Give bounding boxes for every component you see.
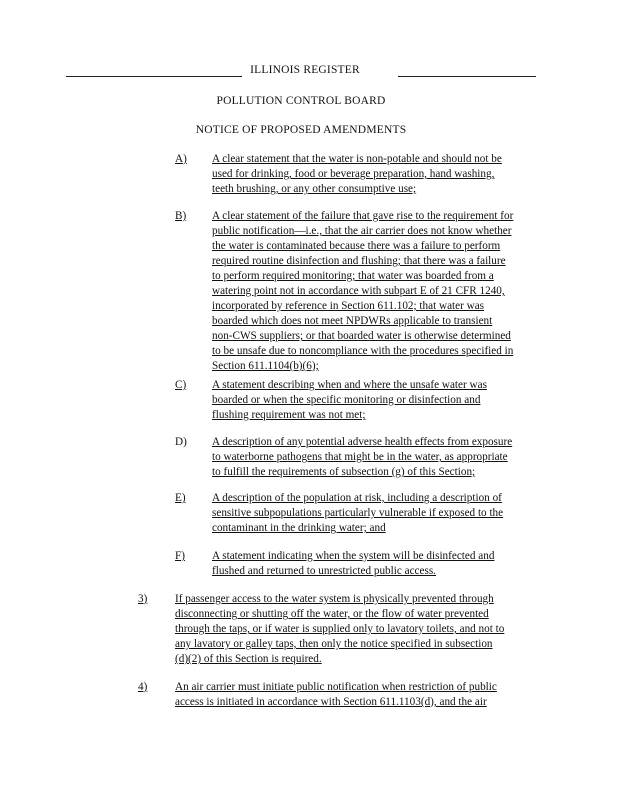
text-line: the water is contaminated because there was a failure to perform [212,240,501,252]
text-line: flushed and returned to unrestricted public access. [212,565,436,577]
text-line: incorporated by reference in Section 611.102; that water was [212,300,485,312]
text-line: A clear statement of the failure that gave rise to the requirement for [212,210,514,222]
subsection-text [212,491,503,536]
text-line: used for drinking, food or beverage preparation, hand washing, [212,168,495,180]
text-line: disconnecting or shutting off the water, or the flow of water prevented [175,608,489,620]
subsection-label: D) [175,436,187,448]
subsection-label: F) [175,550,185,562]
text-line: sensitive subpopulations particularly vulnerable if exposed to the [212,507,504,519]
text-line: (d)(2) of this Section is required. [175,653,322,665]
text-line: A description of the population at risk, including a description of [212,492,502,504]
subsection-label: A) [175,153,187,165]
notice-title: NOTICE OF PROPOSED AMENDMENTS [195,124,407,136]
text-line: An air carrier must initiate public notification when restriction of public [175,681,497,693]
text-line: to be unsafe due to noncompliance with the procedures specified in [212,345,514,357]
board-title: POLLUTION CONTROL BOARD [216,95,386,107]
subsection-label: 4) [138,681,148,693]
text-line: A description of any potential adverse health effects from exposure [212,436,513,448]
text-line: any lavatory or galley taps, then only the notice specified in subsection [175,638,493,650]
subsection-label: E) [175,492,186,504]
text-line: non-CWS suppliers; or that boarded water is otherwise determined [212,330,511,342]
text-line: Section 611.1104(b)(6); [212,360,319,372]
text-line: to waterborne pathogens that might be in the water, as appropriate [212,451,508,463]
text-line: A statement indicating when the system will be disinfected and [212,550,495,562]
text-line: public notification—i.e., that the air carrier does not know whether [212,225,512,237]
subsection-text [212,549,494,579]
text-line: to perform required monitoring; that water was boarded from a [212,270,494,282]
header-rule-left [66,76,242,77]
text-line: boarded which does not meet NPDWRs applicable to transient [212,315,493,327]
text-line: contaminant in the drinking water; and [212,522,386,534]
subsection-text [212,152,502,197]
text-line: flushing requirement was not met; [212,409,366,421]
text-line: required routine disinfection and flushing; that there was a failure [212,255,506,267]
text-line: If passenger access to the water system is physically prevented through [175,593,494,605]
text-line: to fulfill the requirements of subsection (g) of this Section; [212,466,476,478]
subsection-label: 3) [138,593,148,605]
register-title: ILLINOIS REGISTER [250,64,360,76]
text-line: watering point not in accordance with subpart E of 21 CFR 1240, [212,285,505,297]
text-line: A clear statement that the water is non-potable and should not be [212,153,502,165]
header-rule-right [398,76,536,77]
subsection-text [212,209,513,374]
text-line: teeth brushing, or any other consumptive use; [212,183,417,195]
subsection-label: C) [175,379,187,391]
text-line: through the taps, or if water is supplied only to lavatory toilets, and not to [175,623,505,635]
subsection-text [175,680,497,710]
text-line: A statement describing when and where the unsafe water was [212,379,487,391]
text-line: access is initiated in accordance with Section 611.1103(d), and the air [175,696,487,708]
subsection-text [212,378,487,423]
subsection-text [212,435,512,480]
subsection-label: B) [175,210,187,222]
text-line: boarded or when the specific monitoring or disinfection and [212,394,481,406]
subsection-text [175,592,504,667]
